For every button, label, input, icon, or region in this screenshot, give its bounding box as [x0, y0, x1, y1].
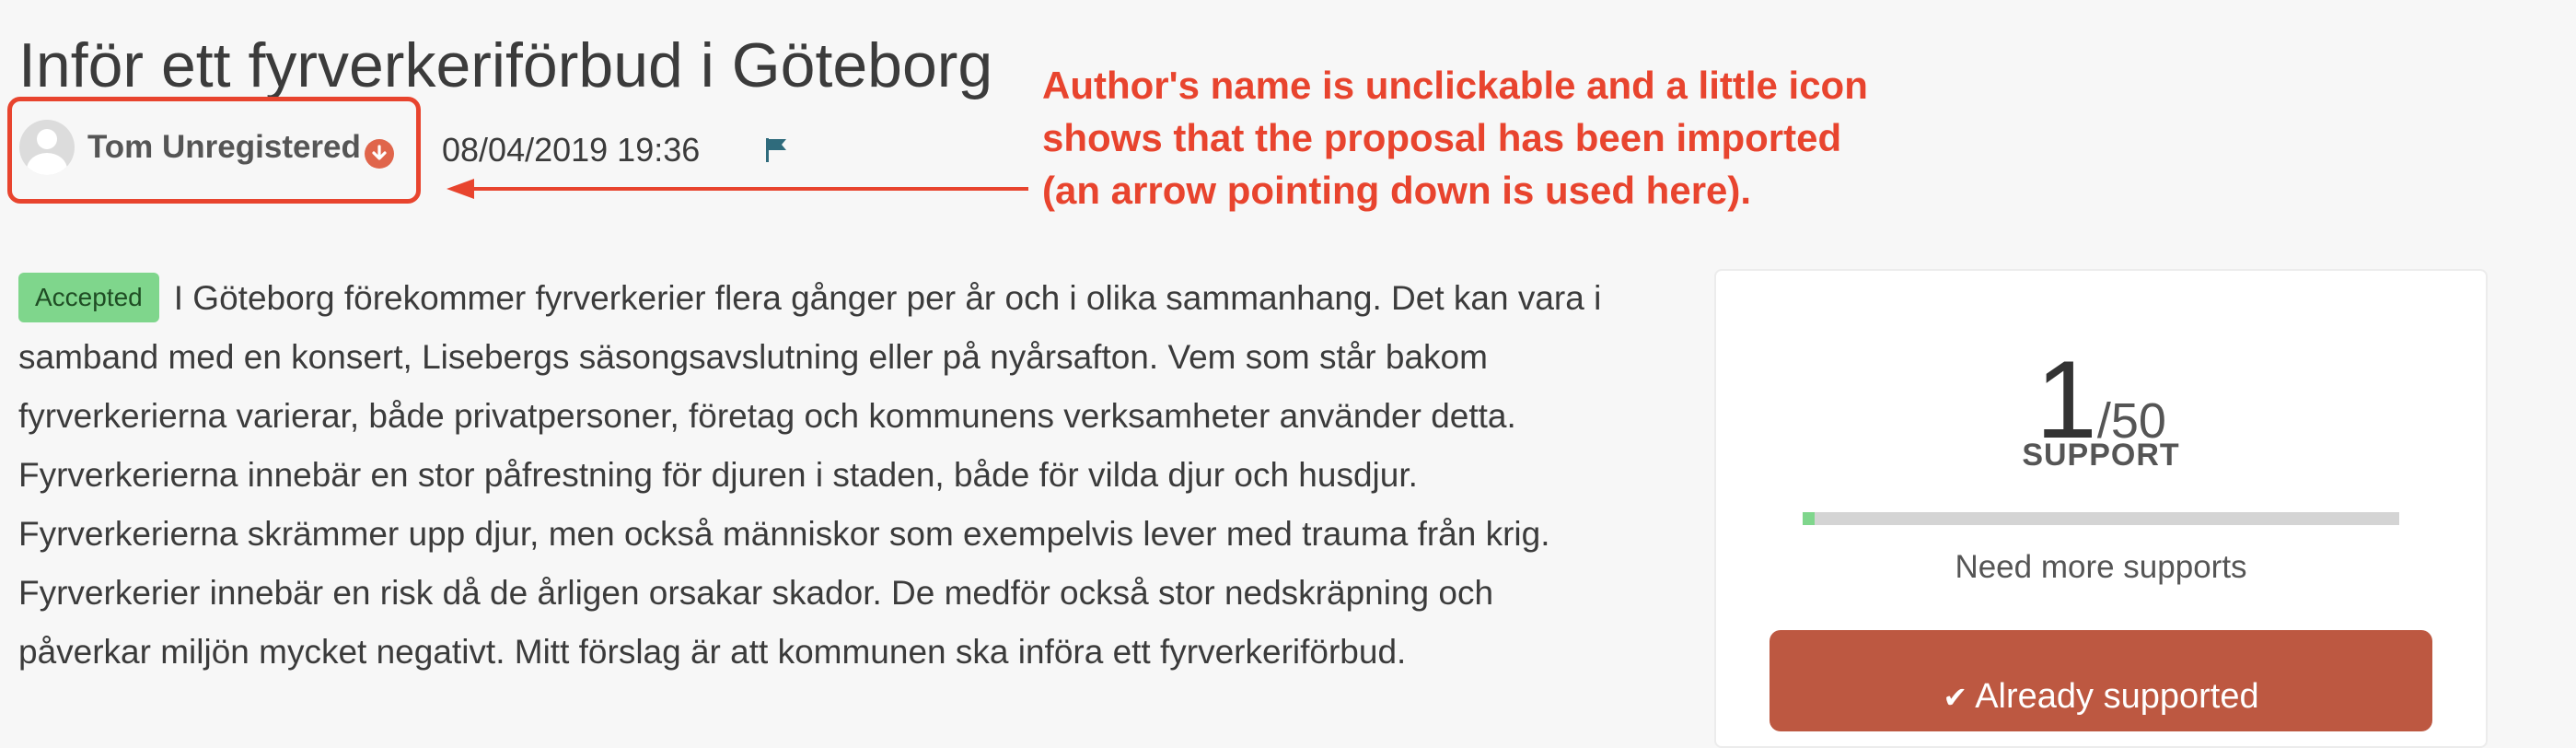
body-line: samband med en konsert, Lisebergs säsongsavslutning eller på nyårsafton. Vem som står bakom [18, 338, 1488, 376]
avatar-head [37, 129, 57, 149]
check-icon: ✔ [1943, 681, 1968, 714]
author-avatar [19, 120, 75, 175]
body-line: Fyrverkerierna skrämmer upp djur, men också människor som exempelvis lever med trauma från krig. [18, 515, 1550, 553]
arrow-down-circle-icon [365, 139, 394, 169]
body-line: Fyrverkerierna innebär en stor påfrestning för djuren i staden, både för vilda djur och husdjur. [18, 456, 1418, 494]
already-supported-button[interactable] [1770, 630, 2432, 731]
body-line-text: I Göteborg förekommer fyrverkerier flera gånger per år och i olika sammanhang. Det kan vara i [173, 279, 1602, 317]
flag-icon[interactable] [762, 136, 790, 164]
support-progress-fill [1803, 512, 1815, 525]
body-line: påverkar miljön mycket negativt. Mitt förslag är att kommunen ska införa ett fyrverkeriförbud. [18, 633, 1407, 671]
annotation-line: shows that the proposal has been imported [1042, 116, 1842, 159]
status-badge: Accepted [18, 273, 159, 322]
body-line: fyrverkerierna varierar, både privatpersoner, företag och kommunens verksamheter använder detta. [18, 397, 1516, 435]
support-goal: /50 [2096, 393, 2166, 449]
annotation-line: (an arrow pointing down is used here). [1042, 169, 1752, 212]
proposal-title: Inför ett fyrverkeriförbud i Göteborg [18, 30, 993, 100]
need-more-supports-text: Need more supports [1955, 549, 2247, 585]
body-line [18, 269, 1676, 328]
author-name: Tom Unregistered [87, 129, 361, 165]
annotation-arrow [447, 175, 1036, 203]
proposal-body [18, 269, 1676, 682]
proposal-date: 08/04/2019 19:36 [442, 131, 701, 169]
already-supported-label: Already supported [1975, 677, 2259, 716]
support-label: SUPPORT [2022, 438, 2180, 473]
avatar-shoulders [27, 153, 67, 175]
annotation-line: Author's name is unclickable and a little icon [1042, 64, 1868, 107]
support-progress-bar [1803, 512, 2399, 525]
annotation-text [1042, 59, 1868, 216]
body-line: Fyrverkerier innebär en risk då de årligen orsakar skador. De medför också stor nedskräpning och [18, 574, 1494, 612]
support-number: 1 [2036, 338, 2097, 462]
